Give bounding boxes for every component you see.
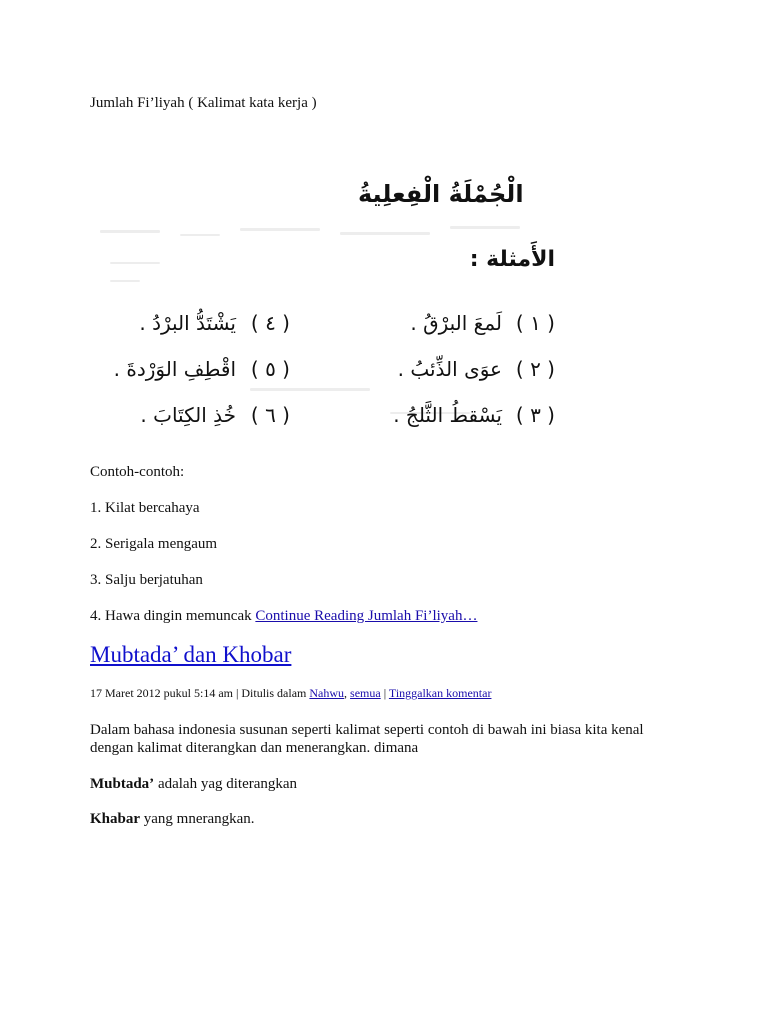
definition-text: yang mnerangkan. — [143, 811, 255, 827]
list-item: 2. Serigala mengaum — [90, 536, 218, 552]
arabic-example-text: خُذِ الكِتَابَ . — [140, 403, 236, 427]
arabic-example-num: ( ٣ ) — [515, 403, 555, 427]
arabic-example-text: يَسْقطُ الثَّلجُ . — [393, 403, 502, 427]
arabic-example-num: ( ٢ ) — [515, 357, 555, 381]
definition-text: adalah yag diterangkan — [157, 776, 298, 792]
arabic-example-text: لَمعَ البرْقُ . — [410, 311, 502, 335]
arabic-example-text: اقْطِفِ الوَرْدةَ . — [113, 357, 236, 381]
continue-reading-link[interactable]: Continue Reading Jumlah Fi’liyah… — [255, 608, 478, 624]
post-title — [90, 640, 291, 670]
definition-mubtada — [90, 775, 297, 793]
post-date-text: 17 Maret 2012 pukul 5:14 am | Ditulis dalam — [90, 686, 307, 700]
list-item: 4. Hawa dingin memuncak — [90, 608, 252, 624]
post-meta — [90, 686, 491, 701]
arabic-example-num: ( ٥ ) — [250, 357, 290, 381]
arabic-example-num: ( ١ ) — [515, 311, 555, 335]
leave-comment-link[interactable]: Tinggalkan komentar — [388, 686, 492, 700]
arabic-example-num: ( ٤ ) — [250, 311, 290, 335]
list-item: 1. Kilat bercahaya — [90, 500, 200, 516]
term-mubtada: Mubtada’ — [90, 776, 155, 792]
post-intro-title: Jumlah Fi’liyah ( Kalimat kata kerja ) — [90, 95, 317, 111]
term-khabar: Khabar — [90, 811, 141, 827]
list-item-with-link — [90, 607, 477, 625]
arabic-heading: الْجُمْلَةُ الْفِعلِيةُ — [358, 180, 524, 208]
list-item: 3. Salju berjatuhan — [90, 572, 203, 588]
meta-separator: | — [383, 686, 387, 700]
arabic-label: الأَمثلة : — [469, 247, 555, 272]
examples-label: Contoh-contoh: — [90, 464, 185, 480]
arabic-examples-image — [90, 162, 570, 440]
arabic-example-text: يَشْتَدُّ البرْدُ . — [139, 311, 236, 335]
arabic-example-num: ( ٦ ) — [250, 403, 290, 427]
post-title-link[interactable]: Mubtada’ dan Khobar — [90, 642, 292, 667]
category-link-semua[interactable]: semua — [350, 686, 381, 700]
definition-khabar — [90, 810, 255, 828]
post-intro-paragraph: Dalam bahasa indonesia susunan seperti kalimat seperti contoh di bawah ini biasa kita kenal dengan kalimat diterangkan dan menerangkan. dimana — [90, 722, 644, 756]
arabic-example-text: عوَى الذِّئبُ . — [397, 357, 502, 381]
meta-separator: , — [344, 686, 348, 700]
category-link-nahwu[interactable]: Nahwu — [309, 686, 345, 700]
